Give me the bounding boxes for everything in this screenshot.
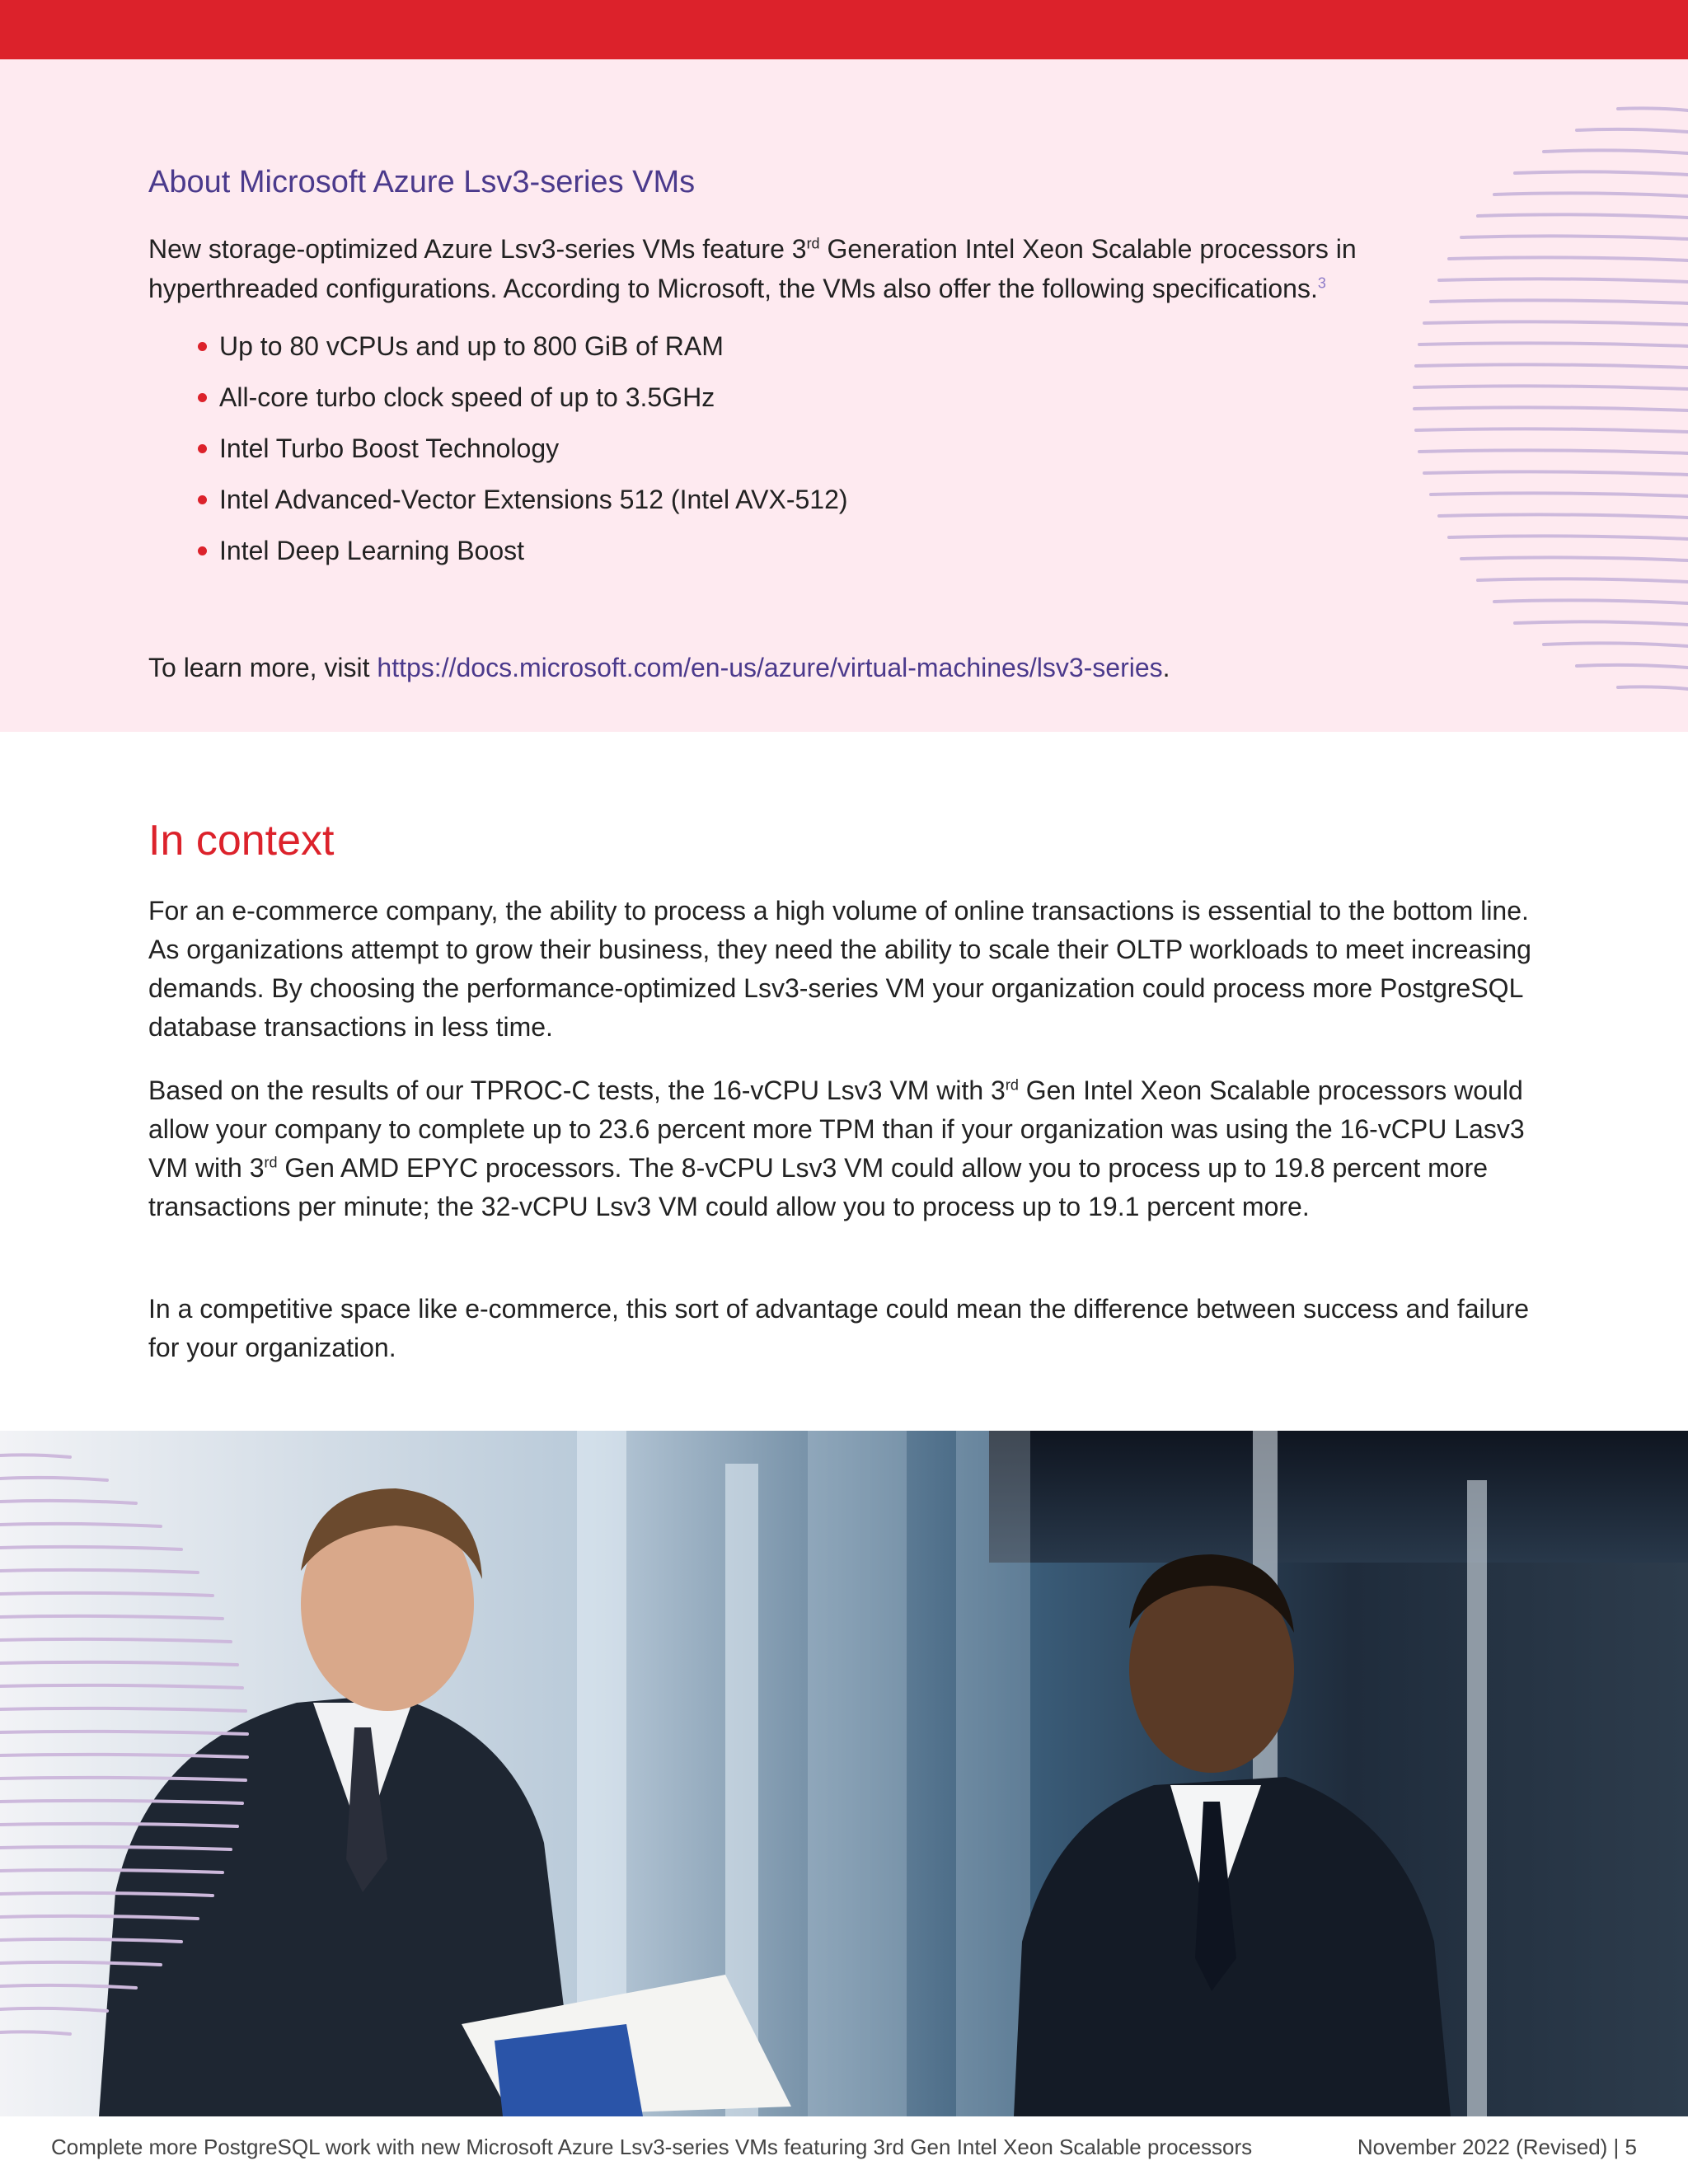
about-intro-text-1: New storage-optimized Azure Lsv3-series VMs feature 3: [148, 234, 807, 264]
top-red-bar: [0, 0, 1688, 59]
bullet-dot-icon: [198, 393, 207, 402]
list-item: Intel Turbo Boost Technology: [198, 432, 848, 483]
page-footer: [0, 2116, 1688, 2184]
list-item: Intel Advanced-Vector Extensions 512 (Intel AVX-512): [198, 483, 848, 534]
learn-more-line: To learn more, visit https://docs.microsoft.com/en-us/azure/virtual-machines/lsv3-series.: [148, 653, 1170, 682]
spec-bullet-list: [198, 330, 848, 585]
in-context-heading: In context: [148, 817, 335, 865]
bullet-dot-icon: [198, 546, 207, 555]
bullet-dot-icon: [198, 342, 207, 351]
list-item: Up to 80 vCPUs and up to 800 GiB of RAM: [198, 330, 848, 381]
bullet-dot-icon: [198, 495, 207, 504]
lsv3-docs-link[interactable]: https://docs.microsoft.com/en-us/azure/virtual-machines/lsv3-series: [377, 653, 1163, 682]
footnote-marker[interactable]: 3: [1317, 274, 1326, 292]
context-paragraph-1: For an e-commerce company, the ability to process a high volume of online transactions is essential to the bottom line. As organizations attempt to grow their business, they need the ability to scale their OLTP workloads to meet increasing demands. By choosing the performance-optimized Lsv3-series VM your organization could process more PostgreSQL database transactions in less time.: [148, 896, 1531, 1042]
list-item: Intel Deep Learning Boost: [198, 534, 848, 585]
list-item: All-core turbo clock speed of up to 3.5GHz: [198, 381, 848, 432]
ordinal-superscript: rd: [1005, 1076, 1019, 1094]
footer-document-title: Complete more PostgreSQL work with new Microsoft Azure Lsv3-series VMs featuring 3rd Gen Intel Xeon Scalable processors: [51, 2135, 1253, 2159]
context-paragraph-2: Based on the results of our TPROC-C tests, the 16-vCPU Lsv3 VM with 3rd Gen Intel Xeon Scalable processors would allow your company to complete up to 23.6 percent more TPM than if your organization was using the 16-vCPU Lasv3 VM with 3rd Gen AMD EPYC processors. The 8-vCPU Lsv3 VM could allow you to process up to 19.8 percent more transactions per minute; the 32-vCPU Lsv3 VM could allow you to process up to 19.1 percent more.: [148, 1076, 1525, 1221]
about-callout-panel: [0, 59, 1688, 732]
decorative-stripes-right: [1408, 92, 1688, 732]
footer-date-page: November 2022 (Revised) | 5: [1357, 2135, 1637, 2159]
about-heading: About Microsoft Azure Lsv3-series VMs: [148, 165, 696, 199]
ordinal-superscript: rd: [806, 235, 820, 252]
about-intro-paragraph: [148, 229, 1434, 308]
context-paragraph-3: In a competitive space like e-commerce, this sort of advantage could mean the difference between success and failure for your organization.: [148, 1294, 1529, 1362]
about-intro-text-2: Generation Intel Xeon Scalable processors in hyperthreaded configurations. According to Microsoft, the VMs also offer the following specifications.: [148, 234, 1357, 303]
bullet-dot-icon: [198, 444, 207, 453]
photo-illustration: [0, 1431, 1688, 2116]
ordinal-superscript: rd: [264, 1154, 278, 1171]
business-people-photo: [0, 1431, 1688, 2116]
